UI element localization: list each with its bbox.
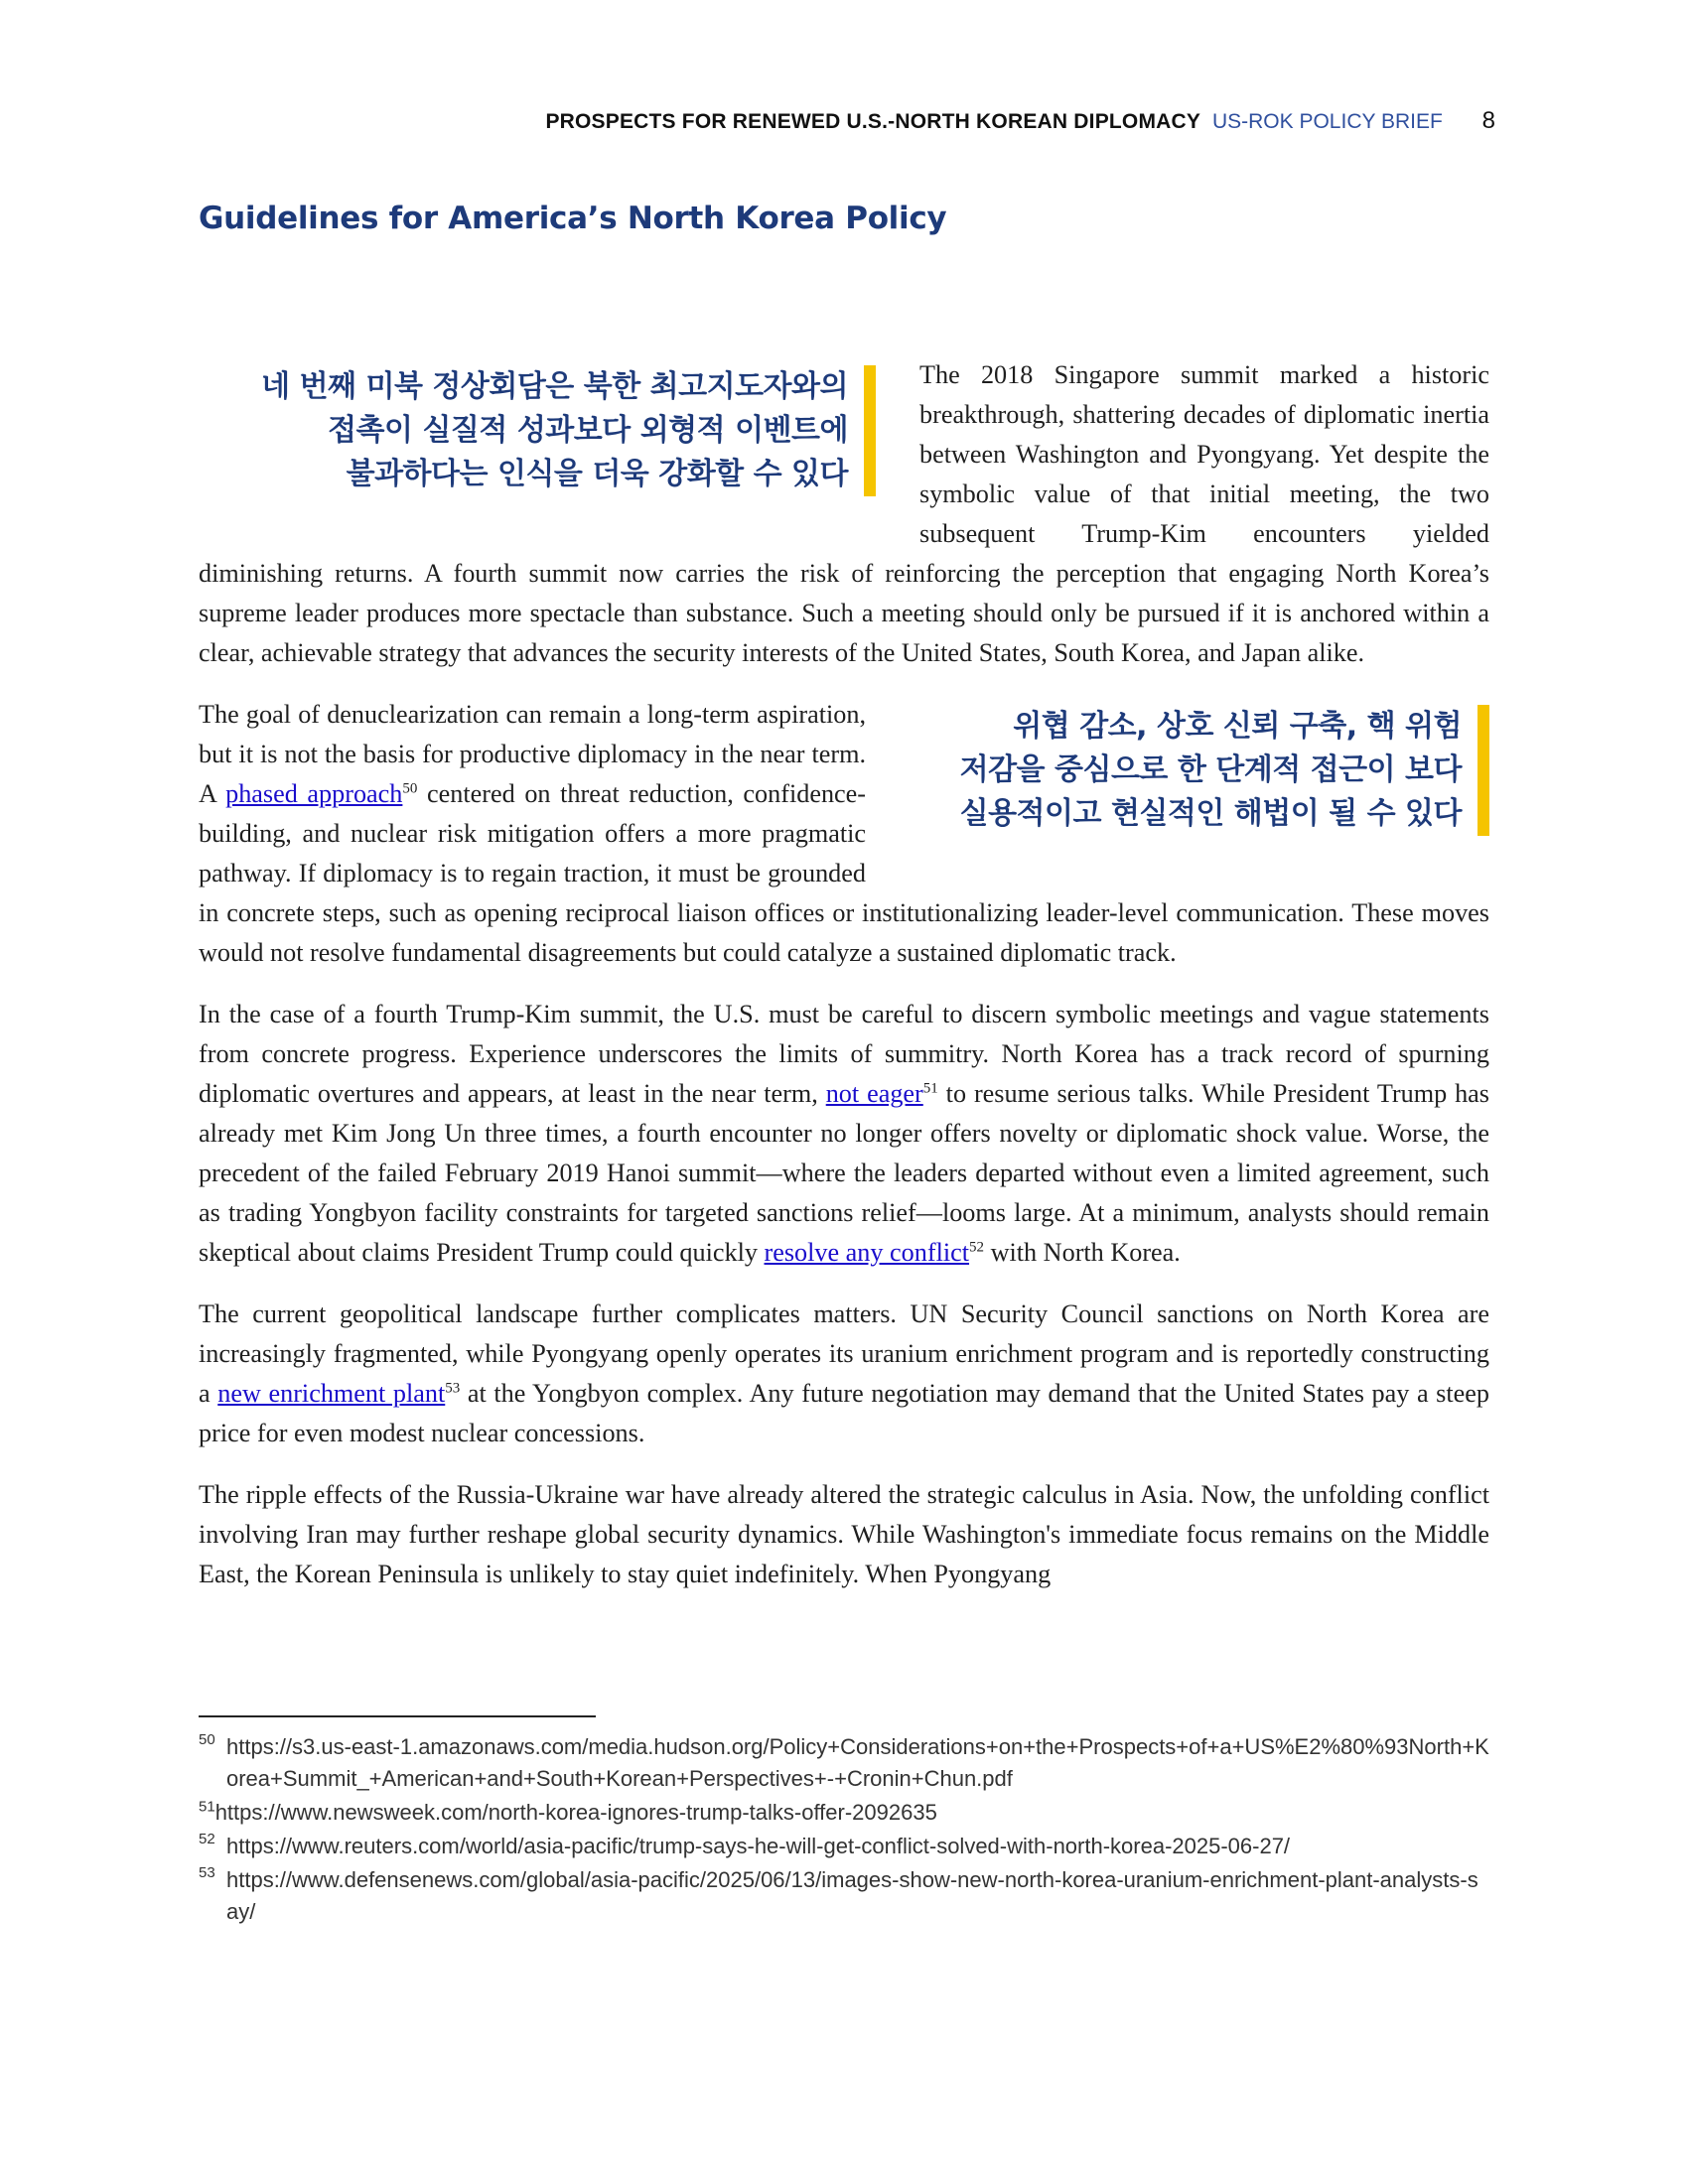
paragraph-3-text: to resume serious talks. While President Trump has already met Kim Jong Un three times, a fourth encounter no longer offers novelty or diplomatic shock value. Worse, the precedent of the failed February 2019 Hanoi summit—where the leaders departed without even a limited agreement, such as trading Yongbyon facility constraints for targeted sanctions relief—looms large. At a minimum, analysts should remain skeptical about claims President Trump could quickly — [199, 1079, 1489, 1267]
pull-quote-line: 네 번째 미북 정상회담은 북한 최고지도자와의 — [261, 369, 848, 404]
paragraph-4 — [199, 1295, 1489, 1453]
paragraph-3-text: In the case of a fourth Trump-Kim summit, the U.S. must be careful to discern symbolic meetings and vague statements from concrete progress. Experience underscores the limits of summitry. North Korea has a track record of spurning diplomatic overtures and appears, at least in the near term, — [199, 1000, 1489, 1108]
footnote-53 — [199, 1864, 1489, 1928]
pull-quote-line: 위협 감소, 상호 신뢰 구축, 핵 위험 — [1013, 709, 1462, 744]
paragraph-2-text: The goal of denuclearization can remain a long-term aspiration, but it is not the basis for productive diplomacy in the near term. A — [199, 700, 866, 808]
footnote-url[interactable]: https://www.defensenews.com/global/asia-pacific/2025/06/13/images-show-new-north-korea-uranium-enrichment-plant-analysts-say/ — [226, 1867, 1478, 1924]
page-number: 8 — [1481, 107, 1495, 134]
paragraph-4-text: The current geopolitical landscape further complicates matters. UN Security Council sanctions on North Korea are increasingly fragmented, while Pyongyang openly operates its uranium enrichment program and is reportedly constructing a — [199, 1299, 1489, 1408]
footnote-separator — [199, 1715, 596, 1717]
footnote-url[interactable]: https://www.newsweek.com/north-korea-ignores-trump-talks-offer-2092635 — [214, 1800, 937, 1825]
paragraph-5-text: The ripple effects of the Russia-Ukraine war have already altered the strategic calculus in Asia. Now, the unfolding conflict involving Iran may further reshape global security dynamics. While Washington's immediate focus remains on the Middle East, the Korean Peninsula is unlikely to stay quiet indefinitely. When Pyongyang — [199, 1480, 1489, 1588]
footnote-52 — [199, 1831, 1489, 1862]
paragraph-4-text: at the Yongbyon complex. Any future negotiation may demand that the United States pay a steep price for even modest nuclear concessions. — [199, 1379, 1489, 1447]
pull-quote-2 — [904, 705, 1489, 836]
paragraph-2-text: centered on threat reduction, confidence-building, and nuclear risk mitigation offers a more pragmatic pathway. If diplomacy is to regain traction, it must be grounded in concrete steps, such as opening reciprocal liaison offices or institutionalizing leader-level communication. These moves would not resolve fundamental disagreements but could catalyze a sustained diplomatic track. — [199, 779, 1489, 967]
footnote-ref-53: 53 — [445, 1380, 461, 1397]
footnote-ref-52: 52 — [969, 1239, 985, 1256]
section-title: Guidelines for America’s North Korea Policy — [199, 201, 947, 236]
not-eager-link[interactable]: not eager — [825, 1079, 923, 1108]
footnote-number: 52 — [199, 1831, 215, 1847]
pull-quote-line: 불과하다는 인식을 더욱 강화할 수 있다 — [346, 457, 848, 491]
footnote-number: 53 — [199, 1864, 215, 1881]
footnote-51 — [199, 1797, 1489, 1829]
paragraph-2 — [199, 695, 1489, 973]
phased-approach-link[interactable]: phased approach — [225, 779, 403, 808]
paragraph-1-text: The 2018 Singapore summit marked a historic breakthrough, shattering decades of diplomatic inertia between Washington and Pyongyang. Yet despite the symbolic value of that initial meeting, the two subsequent Trump-Kim encounters yielded diminishing returns. A fourth summit now carries the risk of reinforcing the perception that engaging North Korea’s supreme leader produces more spectacle than substance. Such a meeting should only be pursued if it is anchored within a clear, achievable strategy that advances the security interests of the United States, South Korea, and Japan alike. — [199, 360, 1489, 667]
pull-quote-line: 저감을 중심으로 한 단계적 접근이 보다 — [959, 752, 1462, 787]
paragraph-1 — [199, 355, 1489, 673]
body-text — [199, 355, 1489, 1616]
paragraph-3 — [199, 995, 1489, 1273]
footnotes — [199, 1731, 1489, 1930]
new-enrichment-plant-link[interactable]: new enrichment plant — [217, 1379, 446, 1408]
footnote-url[interactable]: https://www.reuters.com/world/asia-pacific/trump-says-he-will-get-conflict-solved-with-north-korea-2025-06-27/ — [226, 1834, 1291, 1858]
running-header — [545, 107, 1495, 135]
paragraph-3-text: with North Korea. — [984, 1238, 1181, 1267]
footnote-url[interactable]: https://s3.us-east-1.amazonaws.com/media.hudson.org/Policy+Considerations+on+the+Prospects+of+a+US%E2%80%93North+Korea+Summit_+American+and+South+Korean+Perspectives+-+Cronin+Chun.pdf — [226, 1734, 1489, 1791]
resolve-any-conflict-link[interactable]: resolve any conflict — [764, 1238, 970, 1267]
pull-quote-line: 접촉이 실질적 성과보다 외형적 이벤트에 — [328, 413, 848, 448]
header-title: PROSPECTS FOR RENEWED U.S.-NORTH KOREAN DIPLOMACY — [545, 110, 1201, 133]
footnote-number: 50 — [199, 1731, 215, 1748]
footnote-ref-51: 51 — [922, 1080, 938, 1097]
pull-quote-1 — [199, 365, 876, 496]
paragraph-5 — [199, 1475, 1489, 1594]
header-brief-label: US-ROK POLICY BRIEF — [1211, 110, 1443, 133]
pull-quote-line: 실용적이고 현실적인 해법이 될 수 있다 — [959, 796, 1462, 831]
footnote-50 — [199, 1731, 1489, 1795]
footnote-number: 51 — [199, 1798, 215, 1816]
footnote-ref-50: 50 — [402, 780, 418, 797]
